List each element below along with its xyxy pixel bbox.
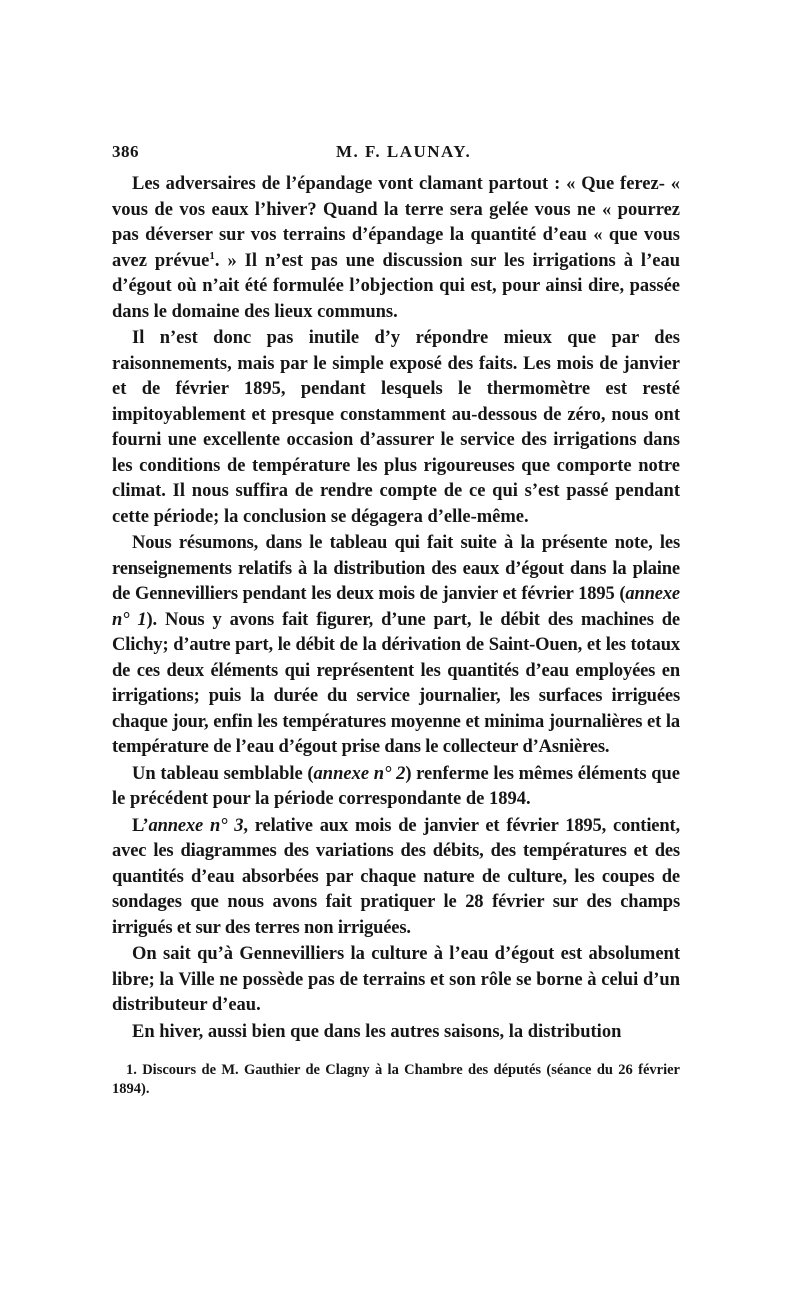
paragraph-4-text-cont: ) renferme les mêmes éléments que le précédent pour la période correspondante de 1894. — [112, 763, 681, 809]
paragraph-6: On sait qu’à Gennevilliers la culture à l’eau d’égout est absolument libre; la Ville ne possède pas de terrains et son rôle se borne à celui d’un distributeur d’eau. — [112, 944, 680, 1015]
paragraph-4 — [112, 762, 680, 813]
annex-reference: annexe n° 2 — [313, 763, 406, 784]
paragraph-5-text: L’ — [132, 815, 149, 836]
paragraph-4-text: Un tableau semblable ( — [132, 763, 314, 784]
paragraph-3-text: Nous résumons, dans le tableau qui fait suite à la présente note, les renseignements relatifs à la distribution des eaux d’égout dans la plaine de Gennevilliers pendant les deux mois de janvier et février 1895 ( — [112, 533, 680, 604]
paragraph-3-text-cont: ). Nous y avons fait figurer, d’une part, le débit des machines de Clichy; d’autre part, le débit de la dérivation de Saint-Ouen, et les totaux de ces deux éléments qui représentent les quantités d’eau employées en irrigations; puis la durée du service journalier, les surfaces irriguées chaque jour, enfin les températures moyenne et minima journalières et la température de l’eau d’égout prise dans le collecteur d’Asnières. — [112, 609, 680, 757]
paragraph-5-text-cont: , relative aux mois de janvier et février 1895, contient, avec les diagrammes des variations des débits, des températures et des quantités d’eau absorbées par chaque nature de culture, les coupes de sondages que nous avons fait pratiquer le 28 février sur des champs irrigués et sur des terres non irriguées. — [112, 815, 680, 938]
page-header — [112, 138, 680, 164]
document-page — [112, 138, 680, 1099]
running-head: M. F. LAUNAY. — [336, 142, 472, 161]
footnote: 1. Discours de M. Gauthier de Clagny à la Chambre des députés (séance du 26 février 1894). — [112, 1062, 680, 1097]
annex-reference: annexe n° 3 — [148, 815, 244, 836]
paragraph-2: Il n’est donc pas inutile d’y répondre mieux que par des raisonnements, mais par le simple exposé des faits. Les mois de janvier et de février 1895, pendant lesquels le thermomètre est resté impitoyablement et presque constamment au-dessous de zéro, nous ont fourni une excellente occasion d’assurer le service des irrigations dans les conditions de température les plus rigoureuses que comporte notre climat. Il nous suffira de rendre compte de ce qui s’est passé pendant cette période; la conclusion se dégagera d’elle-même. — [112, 328, 680, 527]
paragraph-1-text-cont: . » Il n’est pas une discussion sur les irrigations à l’eau d’égout où n’ait été formulée l’objection qui est, pour ainsi dire, passée dans le domaine des lieux communs. — [112, 250, 680, 322]
paragraph-1 — [112, 172, 680, 325]
paragraph-5 — [112, 814, 680, 942]
paragraph-3 — [112, 531, 680, 761]
paragraph-7: En hiver, aussi bien que dans les autres saisons, la distribution — [132, 1021, 622, 1042]
body-text — [112, 172, 680, 1045]
footnote-marker: 1 — [209, 249, 215, 262]
annex-reference: annexe n° 1 — [112, 584, 680, 630]
page-number: 386 — [112, 142, 139, 161]
paragraph-1-text: Les adversaires de l’épandage vont clamant partout : « Que ferez- « vous de vos eaux l’hiver? Quand la terre sera gelée vous ne « pourrez pas déverser sur vos terrains d’épandage la quantité d’eau « que vous avez prévue — [112, 174, 680, 271]
